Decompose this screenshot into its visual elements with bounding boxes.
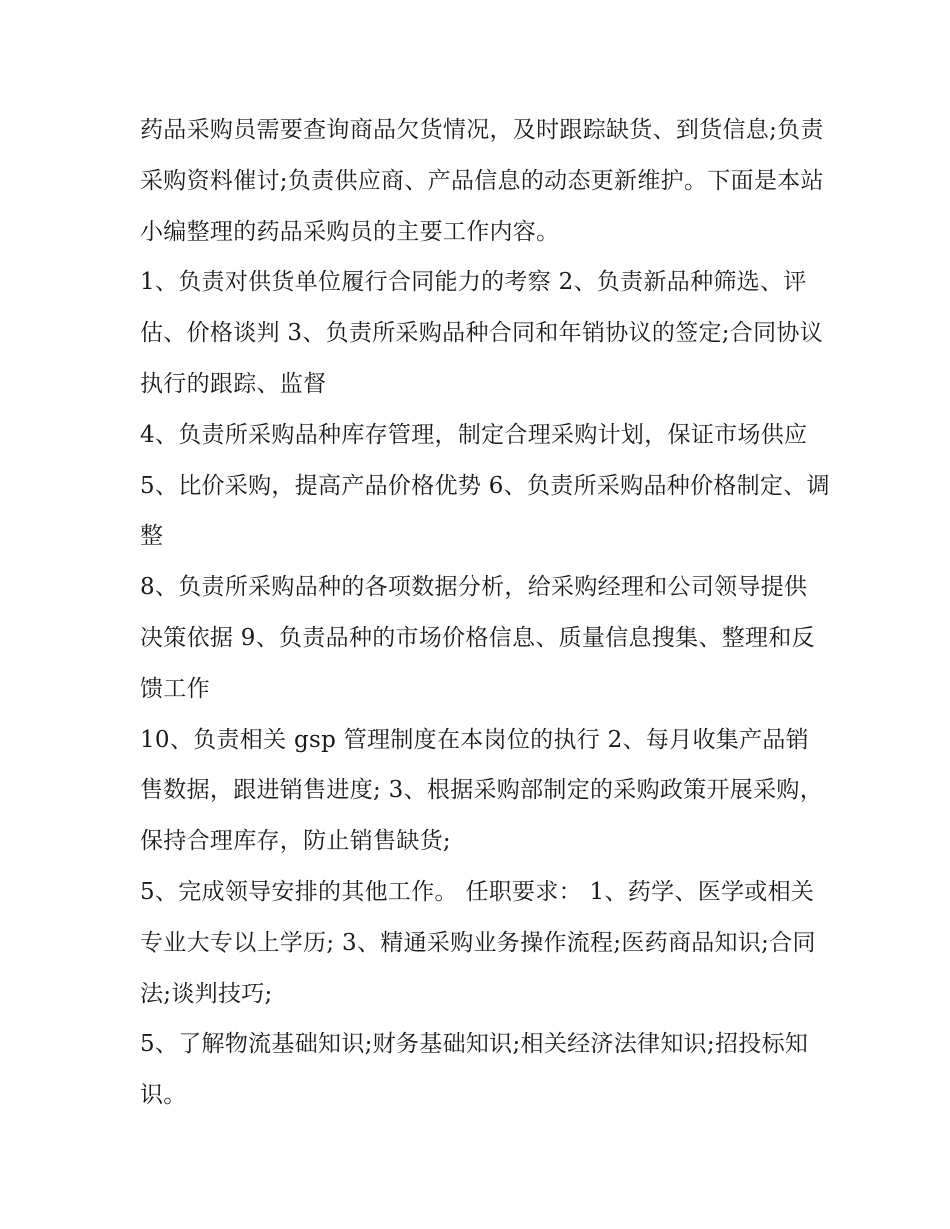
duties-paragraph-1: 1、负责对供货单位履行合同能力的考察 2、负责新品种筛选、评估、价格谈判 3、负责所采购品种合同和年销协议的签定;合同协议执行的跟踪、监督 [140,269,823,397]
requirements-paragraph-1: 5、完成领导安排的其他工作。 任职要求： 1、药学、医学或相关专业大专以上学历; 3、精通采购业务操作流程;医药商品知识;合同法;谈判技巧; [140,878,816,1007]
requirements-paragraph-2: 5、了解物流基础知识;财务基础知识;相关经济法律知识;招投标知识。 [140,1031,809,1109]
intro-paragraph: 药品采购员需要查询商品欠货情况，及时跟踪缺货、到货信息;负责采购资料催讨;负责供应商、产品信息的动态更新维护。下面是本站小编整理的药品采购员的主要工作内容。 [140,117,824,245]
duties-paragraph-3: 8、负责所采购品种的各项数据分析，给采购经理和公司领导提供决策依据 9、负责品种的市场价格信息、质量信息搜集、整理和反馈工作 [140,574,815,702]
duties-paragraph-4: 10、负责相关 gsp 管理制度在本岗位的执行 2、每月收集产品销售数据，跟进销售进度; 3、根据采购部制定的采购政策开展采购，保持合理库存，防止销售缺货; [140,726,823,855]
document-body [140,105,830,1121]
duties-paragraph-2: 4、负责所采购品种库存管理，制定合理采购计划，保证市场供应 5、比价采购，提高产品价格优势 6、负责所采购品种价格制定、调整 [140,421,830,550]
